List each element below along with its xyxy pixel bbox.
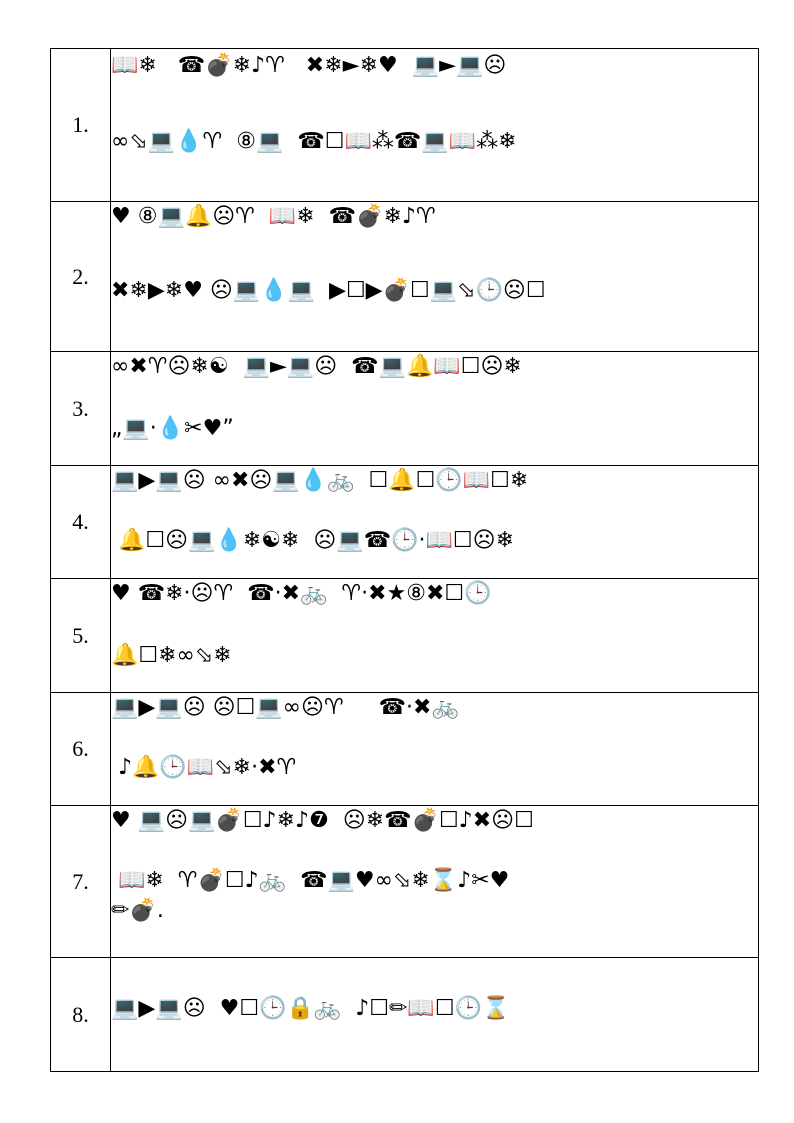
glyph-line: 💻▶💻☹ ♥☐🕒🔒🚲 ♪☐✏📖☐🕒⌛ — [111, 996, 510, 1021]
row-content — [111, 466, 759, 579]
glyph-line: ♪🔔🕒📖⬂❄·✖♈ — [111, 755, 297, 780]
glyph-line: ✏💣. — [111, 898, 164, 923]
row-number: 5. — [51, 579, 111, 693]
glyph-line: ♥ 💻☹💻💣☐♪❄♪❼ ☹❄☎💣☐♪✖☹☐ — [111, 808, 534, 833]
table-row — [51, 958, 759, 1072]
glyph-line: 💻▶💻☹ ∞✖☹💻💧🚲 ☐🔔☐🕒📖☐❄ — [111, 468, 529, 493]
glyph-line: ✖❄▶❄♥ ☹💻💧💻 ▶☐▶💣☐💻⬂🕒☹☐ — [111, 278, 546, 303]
table-row — [51, 806, 759, 958]
row-number: 6. — [51, 693, 111, 806]
glyph-line: 📖❄ ♈💣☐♪🚲 ☎💻♥∞⬂❄⌛♪✂♥ — [111, 868, 510, 893]
row-content — [111, 579, 759, 693]
glyph-line: 📖❄ ☎💣❄♪♈ ✖❄►❄♥ 💻►💻☹ — [111, 53, 507, 78]
glyph-line: „💻·💧✂♥” — [111, 416, 234, 441]
row-content — [111, 958, 759, 1072]
glyph-line: ∞⬂💻💧♈ ⑧💻 ☎☐📖⁂☎💻📖⁂❄ — [111, 129, 517, 154]
row-content — [111, 352, 759, 466]
glyph-line: 🔔☐❄∞⬂❄ — [111, 643, 232, 668]
row-content — [111, 806, 759, 958]
row-content — [111, 49, 759, 202]
glyph-line: ♥ ☎❄·☹♈ ☎·✖🚲 ♈·✖★⑧✖☐🕒 — [111, 581, 492, 606]
table-row — [51, 693, 759, 806]
glyph-line: 🔔☐☹💻💧❄☯❄ ☹💻☎🕒·📖☐☹❄ — [111, 528, 515, 553]
row-number: 1. — [51, 49, 111, 202]
row-number: 3. — [51, 352, 111, 466]
row-number: 4. — [51, 466, 111, 579]
table-row — [51, 49, 759, 202]
table-row — [51, 579, 759, 693]
table-row — [51, 202, 759, 352]
row-content — [111, 202, 759, 352]
row-number: 7. — [51, 806, 111, 958]
glyph-line: 💻▶💻☹ ☹☐💻∞☹♈ ☎·✖🚲 — [111, 695, 459, 720]
table-row — [51, 466, 759, 579]
glyph-line: ∞✖♈☹❄☯ 💻►💻☹ ☎💻🔔📖☐☹❄ — [111, 354, 522, 379]
glyph-line: ♥ ⑧💻🔔☹♈ 📖❄ ☎💣❄♪♈ — [111, 204, 436, 229]
row-number: 2. — [51, 202, 111, 352]
glyph-table — [50, 48, 759, 1072]
table-row — [51, 352, 759, 466]
row-content — [111, 693, 759, 806]
row-number: 8. — [51, 958, 111, 1072]
